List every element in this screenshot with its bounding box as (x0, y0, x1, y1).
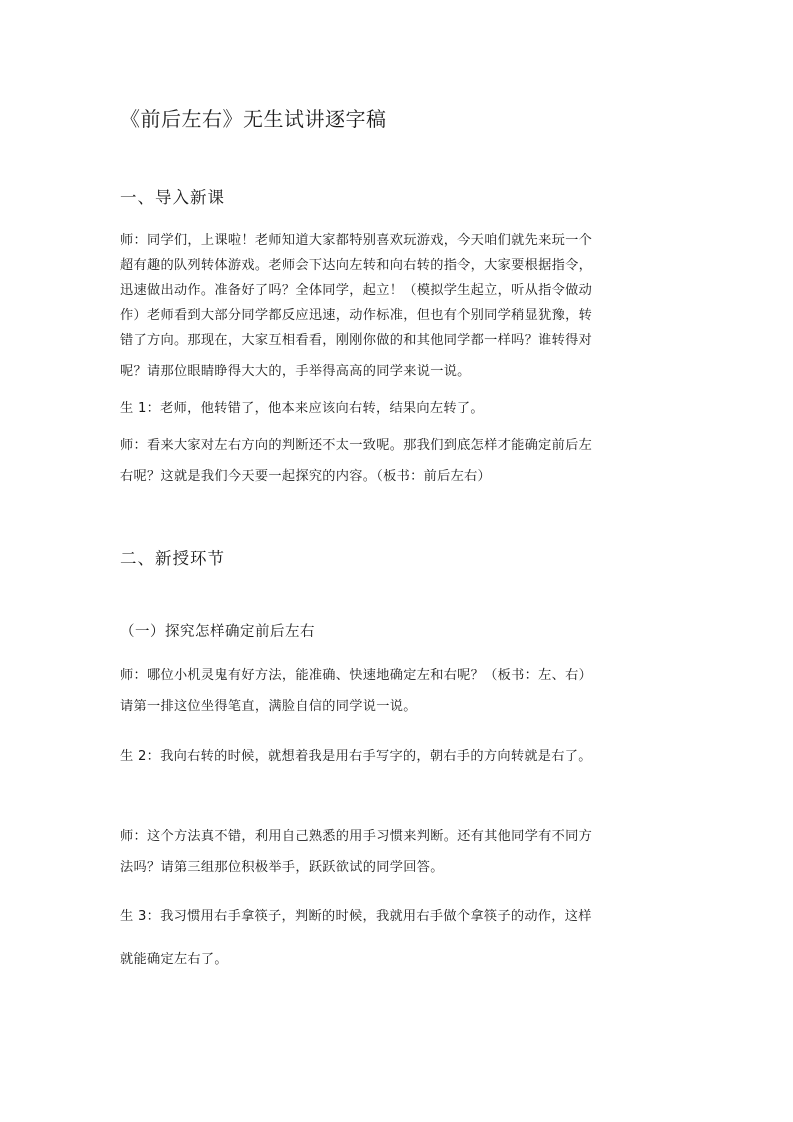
paragraph-line: 生 1：老师，他转错了，他本来应该向右转，结果向左转了。 (120, 401, 484, 416)
subsection-heading-explore: （一）探究怎样确定前后左右 (120, 624, 315, 640)
paragraph-line: 超有趣的队列转体游戏。老师会下达向左转和向右转的指令，大家要根据指令， (120, 258, 593, 273)
paragraph-student-2 (120, 744, 676, 769)
paragraph-line: 师：看来大家对左右方向的判断还不太一致呢。那我们到底怎样才能确定前后左 (120, 438, 593, 453)
paragraph-line: 师：同学们，上课啦！老师知道大家都特别喜欢玩游戏，今天咱们就先来玩一个 (120, 233, 593, 248)
paragraph-line: 请第一排这位坐得笔直，满脸自信的同学说一说。 (120, 699, 417, 714)
paragraph-teacher-followup (120, 824, 676, 880)
paragraph-line: 法吗？请第三组那位积极举手，跃跃欲试的同学回答。 (120, 860, 444, 875)
paragraph-line: 师：哪位小机灵鬼有好方法，能准确、快速地确定左和右呢？（板书：左、右） (120, 668, 593, 683)
paragraph-line: 错了方向。那现在，大家互相看看，刚刚你做的和其他同学都一样吗？谁转得对 (120, 333, 593, 348)
paragraph-line: 生 2：我向右转的时候，就想着我是用右手写字的，朝右手的方向转就是右了。 (120, 749, 592, 764)
paragraph-student-1 (120, 396, 676, 421)
paragraph-student-3 (120, 904, 676, 972)
paragraph-teacher-transition (120, 433, 676, 489)
section-heading-new-lesson: 二、新授环节 (120, 549, 225, 568)
paragraph-line: 迅速做出动作。准备好了吗？全体同学，起立！（模拟学生起立，听从指令做动 (120, 283, 593, 298)
paragraph-line: 就能确定左右了。 (120, 952, 228, 967)
paragraph-line: 生 3：我习惯用右手拿筷子，判断的时候，我就用右手做个拿筷子的动作，这样 (120, 909, 592, 924)
paragraph-teacher-question (120, 663, 676, 719)
paragraph-line: 呢？请那位眼睛睁得大大的，手举得高高的同学来说一说。 (120, 364, 471, 379)
paragraph-line: 师：这个方法真不错，利用自己熟悉的用手习惯来判断。还有其他同学有不同方 (120, 829, 593, 844)
paragraph-line: 右呢？这就是我们今天要一起探究的内容。（板书：前后左右） (120, 469, 492, 484)
paragraph-teacher-intro (120, 228, 676, 384)
document-title: 《前后左右》无生试讲逐字稿 (120, 107, 387, 131)
section-heading-intro: 一、导入新课 (120, 188, 225, 207)
paragraph-line: 作）老师看到大部分同学都反应迅速，动作标准，但也有个别同学稍显犹豫，转 (120, 308, 593, 323)
